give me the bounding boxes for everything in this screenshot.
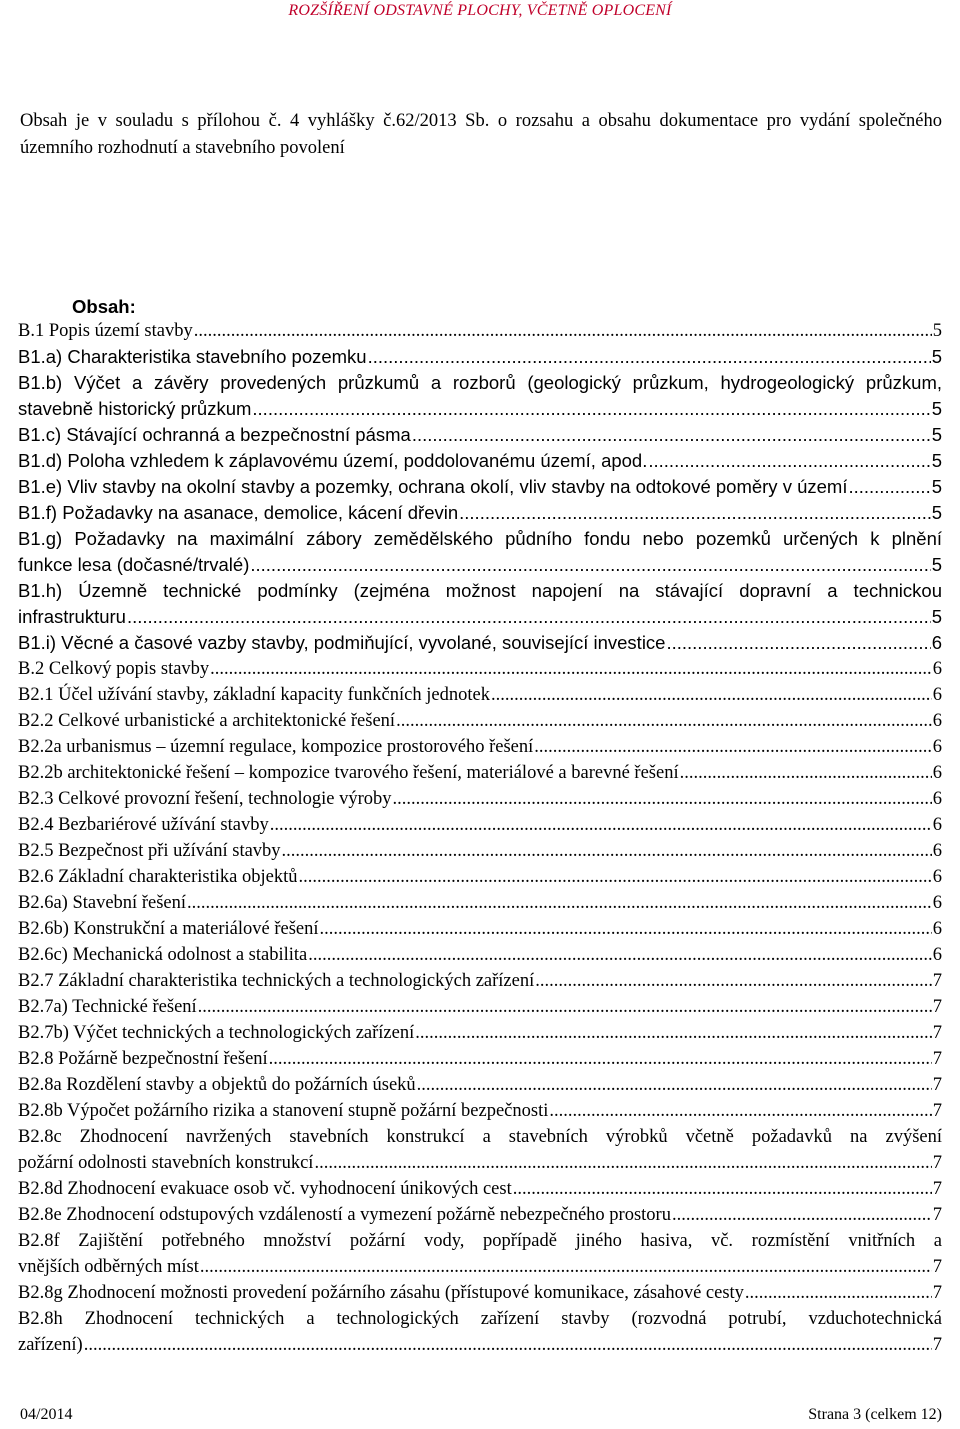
- toc-entry-text-line1: B2.8f Zajištění potřebného množství požární vody, popřípadě jiného hasiva, vč. rozmístění vnitřních a: [18, 1231, 942, 1251]
- toc-entry[interactable]: [18, 838, 942, 864]
- toc-entry-page-number: 6: [931, 632, 942, 653]
- toc-entry-page-number: 7: [932, 1205, 942, 1225]
- toc-entry-text: B2.6 Základní charakteristika objektů: [18, 867, 298, 887]
- toc-entry[interactable]: [18, 760, 942, 786]
- toc-entry[interactable]: [18, 1046, 942, 1072]
- toc-entry-row: [18, 968, 942, 994]
- toc-entry-row: [18, 474, 942, 500]
- toc-entry-page-number: 6: [932, 711, 942, 731]
- toc-entry-page-number: 7: [932, 1023, 942, 1043]
- toc-entry-row: [18, 448, 942, 474]
- toc-entry-text: B2.2 Celkové urbanistické a architektonické řešení: [18, 711, 396, 731]
- toc-entry-row: [18, 708, 942, 734]
- toc-entry-text: B2.8 Požárně bezpečnostní řešení: [18, 1049, 268, 1069]
- dot-leader: [320, 916, 932, 942]
- toc-entry-page-number: 6: [932, 919, 942, 939]
- toc-entry-row: [18, 1098, 942, 1124]
- toc-entry-text: B2.3 Celkové provozní řešení, technologie výroby: [18, 789, 392, 809]
- toc-entry-text: B2.5 Bezpečnost při užívání stavby: [18, 841, 281, 861]
- toc-entry-row: [18, 734, 942, 760]
- toc-entry-row: [18, 994, 942, 1020]
- toc-entry-text: B2.6c) Mechanická odolnost a stabilita: [18, 945, 308, 965]
- toc-entry-text-line1: B1.g) Požadavky na maximální zábory zemědělského půdního fondu nebo pozemků určených k plnění: [18, 528, 942, 549]
- dot-leader: [417, 1072, 932, 1098]
- toc-entry-text: B2.8d Zhodnocení evakuace osob vč. vyhodnocení únikových cest: [18, 1179, 512, 1199]
- toc-entry-text: požární odolnosti stavebních konstrukcí: [18, 1153, 314, 1173]
- intro-paragraph: Obsah je v souladu s přílohou č. 4 vyhlášky č.62/2013 Sb. o rozsahu a obsahu dokumentace pro vydání společného územního rozhodnutí a stavebního povolení: [20, 111, 942, 158]
- toc-entry[interactable]: [18, 864, 942, 890]
- toc-entry[interactable]: [18, 1020, 942, 1046]
- toc-entry-page-number: 5: [931, 476, 942, 497]
- toc-entry[interactable]: [18, 1124, 942, 1176]
- page-header: ROZŠÍŘENÍ ODSTAVNÉ PLOCHY, VČETNĚ OPLOCENÍ: [288, 2, 672, 19]
- dot-leader: [250, 552, 930, 578]
- table-of-contents: [18, 318, 942, 1358]
- dot-leader: [200, 1254, 932, 1280]
- page-footer: [20, 1406, 942, 1424]
- dot-leader: [534, 734, 931, 760]
- dot-leader: [198, 994, 932, 1020]
- dot-leader: [549, 1098, 931, 1124]
- footer-page-number: Strana 3 (celkem 12): [808, 1406, 942, 1423]
- toc-entry-row: [18, 1332, 942, 1358]
- toc-entry-page-number: 7: [932, 1049, 942, 1069]
- dot-leader: [298, 864, 931, 890]
- toc-entry-text: B1.f) Požadavky na asanace, demolice, kácení dřevin: [18, 502, 459, 523]
- toc-entry-row: [18, 604, 942, 630]
- toc-entry-row: [18, 942, 942, 968]
- toc-entry-page-number: 7: [932, 1153, 942, 1173]
- toc-entry-page-number: 7: [932, 1283, 942, 1303]
- toc-entry-text: B2.6a) Stavební řešení: [18, 893, 186, 913]
- dot-leader: [252, 396, 930, 422]
- toc-entry-text: B2.4 Bezbariérové užívání stavby: [18, 815, 269, 835]
- dot-leader: [194, 318, 932, 344]
- toc-entry[interactable]: [18, 942, 942, 968]
- dot-leader: [368, 344, 931, 370]
- toc-entry-page-number: 5: [932, 321, 942, 341]
- dot-leader: [848, 474, 930, 500]
- toc-entry[interactable]: [18, 1098, 942, 1124]
- toc-entry-row: [18, 656, 942, 682]
- toc-entry-text: zařízení): [18, 1335, 83, 1355]
- dot-leader: [187, 890, 932, 916]
- toc-entry-text: B2.6b) Konstrukční a materiálové řešení: [18, 919, 319, 939]
- toc-entry-text: vnějších odběrných míst: [18, 1257, 199, 1277]
- toc-entry-text: B2.2a urbanismus – územní regulace, kompozice prostorového řešení: [18, 737, 534, 757]
- toc-entry-page-number: 6: [932, 763, 942, 783]
- dot-leader: [745, 1280, 932, 1306]
- toc-entry-row: [18, 500, 942, 526]
- toc-entry-row: [18, 916, 942, 942]
- toc-entry[interactable]: [18, 682, 942, 708]
- toc-entry-text: B1.d) Poloha vzhledem k záplavovému území, poddolovanému území, apod.: [18, 450, 648, 471]
- toc-entry-page-number: 7: [932, 1335, 942, 1355]
- toc-entry[interactable]: [18, 370, 942, 422]
- toc-entry-page-number: 6: [932, 893, 942, 913]
- toc-entry-page-number: 5: [931, 554, 942, 575]
- toc-entry[interactable]: [18, 1280, 942, 1306]
- toc-entry-text: B2.8e Zhodnocení odstupových vzdáleností a vymezení požárně nebezpečného prostoru: [18, 1205, 671, 1225]
- toc-entry-page-number: 7: [932, 1179, 942, 1199]
- toc-entry-text: B1.i) Věcné a časové vazby stavby, podmiňující, vyvolané, související investice: [18, 632, 666, 653]
- toc-entry[interactable]: [18, 968, 942, 994]
- toc-entry-page-number: 6: [932, 841, 942, 861]
- toc-entry[interactable]: [18, 474, 942, 500]
- dot-leader: [393, 786, 932, 812]
- toc-entry-page-number: 6: [932, 659, 942, 679]
- toc-entry-row: [18, 1280, 942, 1306]
- toc-entry-text: B.1 Popis území stavby: [18, 321, 193, 341]
- toc-entry-row: [18, 1072, 942, 1098]
- toc-entry-page-number: 5: [931, 606, 942, 627]
- toc-entry-text: stavebně historický průzkum: [18, 398, 252, 419]
- toc-entry-page-number: 6: [932, 867, 942, 887]
- dot-leader: [666, 630, 930, 656]
- toc-entry-row: [18, 344, 942, 370]
- dot-leader: [680, 760, 932, 786]
- toc-entry-text-line1: B2.8h Zhodnocení technických a technologických zařízení stavby (rozvodná potrubí, vzduchotechnická: [18, 1309, 942, 1329]
- toc-entry-row: [18, 422, 942, 448]
- toc-entry-row: [18, 1176, 942, 1202]
- toc-entry[interactable]: [18, 812, 942, 838]
- dot-leader: [648, 448, 930, 474]
- dot-leader: [672, 1202, 932, 1228]
- toc-entry-row: [18, 1254, 942, 1280]
- toc-entry[interactable]: [18, 916, 942, 942]
- toc-entry-row: [18, 552, 942, 578]
- toc-entry-page-number: 6: [932, 789, 942, 809]
- toc-entry-row: [18, 760, 942, 786]
- toc-entry-page-number: 5: [931, 450, 942, 471]
- toc-entry-text: B1.a) Charakteristika stavebního pozemku: [18, 346, 367, 367]
- toc-entry-row: [18, 838, 942, 864]
- dot-leader: [308, 942, 932, 968]
- toc-entry-text: B1.e) Vliv stavby na okolní stavby a pozemky, ochrana okolí, vliv stavby na odtokové poměry v území: [18, 476, 848, 497]
- toc-entry-text: B2.7 Základní charakteristika technických a technologických zařízení: [18, 971, 535, 991]
- toc-entry-row: [18, 1150, 942, 1176]
- toc-entry-text: B2.7a) Technické řešení: [18, 997, 197, 1017]
- toc-entry-row: [18, 786, 942, 812]
- toc-entry[interactable]: [18, 890, 942, 916]
- toc-entry[interactable]: [18, 734, 942, 760]
- toc-entry-page-number: 7: [932, 1257, 942, 1277]
- toc-entry[interactable]: [18, 448, 942, 474]
- toc-entry-row: [18, 812, 942, 838]
- toc-title: Obsah:: [72, 296, 136, 317]
- toc-entry-row: [18, 890, 942, 916]
- toc-entry[interactable]: [18, 708, 942, 734]
- toc-entry-page-number: 7: [932, 1075, 942, 1095]
- dot-leader: [84, 1332, 932, 1358]
- toc-entry-page-number: 6: [932, 737, 942, 757]
- toc-entry-page-number: 7: [932, 1101, 942, 1121]
- toc-entry-text: B2.2b architektonické řešení – kompozice tvarového řešení, materiálové a barevné řešení: [18, 763, 679, 783]
- dot-leader: [412, 422, 931, 448]
- toc-entry-page-number: 6: [932, 685, 942, 705]
- toc-entry[interactable]: [18, 422, 942, 448]
- toc-entry-page-number: 7: [932, 971, 942, 991]
- toc-entry-text: funkce lesa (dočasné/trvalé): [18, 554, 250, 575]
- toc-entry-page-number: 5: [931, 502, 942, 523]
- toc-entry-text: infrastrukturu: [18, 606, 126, 627]
- toc-entry-page-number: 5: [931, 346, 942, 367]
- toc-entry-text: B2.8g Zhodnocení možnosti provedení požárního zásahu (přístupové komunikace, zásahové cesty: [18, 1283, 744, 1303]
- toc-entry-text: B.2 Celkový popis stavby: [18, 659, 210, 679]
- toc-entry[interactable]: [18, 578, 942, 630]
- toc-entry-row: [18, 1020, 942, 1046]
- toc-entry-row: [18, 1202, 942, 1228]
- toc-entry-row: [18, 318, 942, 344]
- dot-leader: [269, 1046, 932, 1072]
- toc-entry-text: B2.8a Rozdělení stavby a objektů do požárních úseků: [18, 1075, 416, 1095]
- toc-entry[interactable]: [18, 1228, 942, 1280]
- toc-entry-row: [18, 864, 942, 890]
- toc-entry-row: [18, 682, 942, 708]
- dot-leader: [314, 1150, 931, 1176]
- dot-leader: [491, 682, 932, 708]
- dot-leader: [459, 500, 931, 526]
- toc-entry[interactable]: [18, 500, 942, 526]
- toc-entry-page-number: 5: [931, 424, 942, 445]
- toc-entry-row: [18, 396, 942, 422]
- toc-entry-text: B2.1 Účel užívání stavby, základní kapacity funkčních jednotek: [18, 685, 490, 705]
- dot-leader: [210, 656, 932, 682]
- toc-entry[interactable]: [18, 1202, 942, 1228]
- toc-entry[interactable]: [18, 318, 942, 344]
- toc-entry-page-number: 6: [932, 815, 942, 835]
- toc-entry-text: B2.8b Výpočet požárního rizika a stanovení stupně požární bezpečnosti: [18, 1101, 549, 1121]
- toc-entry[interactable]: [18, 1306, 942, 1358]
- toc-entry-page-number: 7: [932, 997, 942, 1017]
- dot-leader: [396, 708, 932, 734]
- toc-entry[interactable]: [18, 526, 942, 578]
- toc-entry[interactable]: [18, 1176, 942, 1202]
- toc-entry-text: B2.7b) Výčet technických a technologických zařízení: [18, 1023, 415, 1043]
- dot-leader: [270, 812, 932, 838]
- toc-entry[interactable]: [18, 630, 942, 656]
- toc-entry-page-number: 6: [932, 945, 942, 965]
- toc-entry-text-line1: B1.h) Územně technické podmínky (zejména možnost napojení na stávající dopravní a technickou: [18, 580, 942, 601]
- toc-entry[interactable]: [18, 344, 942, 370]
- dot-leader: [127, 604, 931, 630]
- toc-entry[interactable]: [18, 994, 942, 1020]
- footer-date: 04/2014: [20, 1406, 73, 1423]
- toc-entry[interactable]: [18, 1072, 942, 1098]
- toc-entry-page-number: 5: [931, 398, 942, 419]
- dot-leader: [415, 1020, 932, 1046]
- dot-leader: [535, 968, 932, 994]
- toc-entry[interactable]: [18, 786, 942, 812]
- dot-leader: [282, 838, 932, 864]
- toc-entry[interactable]: [18, 656, 942, 682]
- toc-entry-row: [18, 630, 942, 656]
- dot-leader: [513, 1176, 932, 1202]
- toc-entry-row: [18, 1046, 942, 1072]
- toc-entry-text: B1.c) Stávající ochranná a bezpečnostní pásma: [18, 424, 411, 445]
- toc-entry-text-line1: B1.b) Výčet a závěry provedených průzkumů a rozborů (geologický průzkum, hydrogeologický průzkum,: [18, 372, 942, 393]
- toc-entry-text-line1: B2.8c Zhodnocení navržených stavebních konstrukcí a stavebních výrobků včetně požadavků na zvýšení: [18, 1127, 942, 1147]
